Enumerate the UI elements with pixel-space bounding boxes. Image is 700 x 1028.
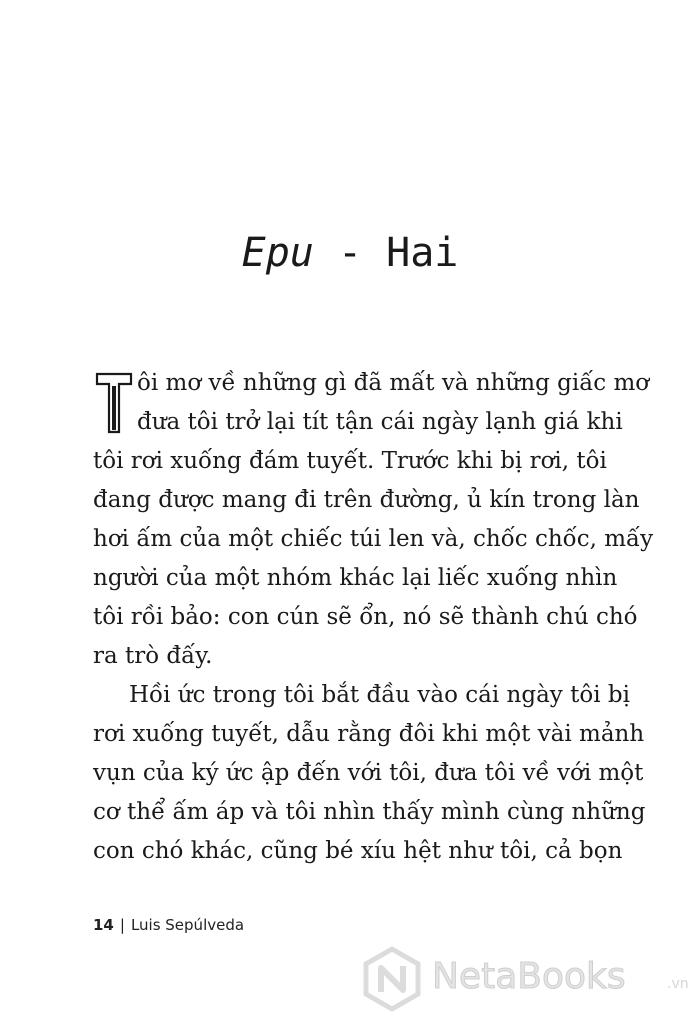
watermark-tld: .vn xyxy=(667,976,689,992)
footer-separator: | xyxy=(119,916,125,934)
page-number: 14 xyxy=(93,916,114,934)
text-line: con chó khác, cũng bé xíu hệt như tôi, cả bọn xyxy=(93,838,623,864)
text-line: vụn của ký ức ập đến với tôi, đưa tôi về với một xyxy=(93,760,644,786)
text-line: ôi mơ về những gì đã mất và những giấc mơ xyxy=(137,370,650,396)
chapter-title xyxy=(0,230,700,276)
watermark-logo-icon xyxy=(362,946,422,1012)
text-line: ra trò đấy. xyxy=(93,643,213,669)
chapter-title-part2: Hai xyxy=(386,230,459,276)
watermark-brand: NetaBooks xyxy=(432,956,626,997)
text-line: tôi rồi bảo: con cún sẽ ổn, nó sẽ thành chú chó xyxy=(93,604,638,630)
text-line: rơi xuống tuyết, dẫu rằng đôi khi một vài mảnh xyxy=(93,721,645,747)
chapter-title-separator: - xyxy=(313,230,387,276)
watermark xyxy=(362,946,692,1016)
chapter-title-part1: Epu xyxy=(241,230,314,276)
page-footer xyxy=(93,916,244,934)
text-line: cơ thể ấm áp và tôi nhìn thấy mình cùng những xyxy=(93,799,646,825)
text-line: đang được mang đi trên đường, ủ kín trong làn xyxy=(93,487,640,513)
text-line: Hồi ức trong tôi bắt đầu vào cái ngày tôi bị xyxy=(129,682,630,708)
body-text xyxy=(93,364,654,871)
text-line: tôi rơi xuống đám tuyết. Trước khi bị rơi, tôi xyxy=(93,448,607,474)
text-line: người của một nhóm khác lại liếc xuống nhìn xyxy=(93,565,618,591)
text-line: hơi ấm của một chiếc túi len và, chốc chốc, mấy xyxy=(93,526,654,552)
footer-author: Luis Sepúlveda xyxy=(130,916,245,934)
text-line: đưa tôi trở lại tít tận cái ngày lạnh giá khi xyxy=(137,409,623,435)
